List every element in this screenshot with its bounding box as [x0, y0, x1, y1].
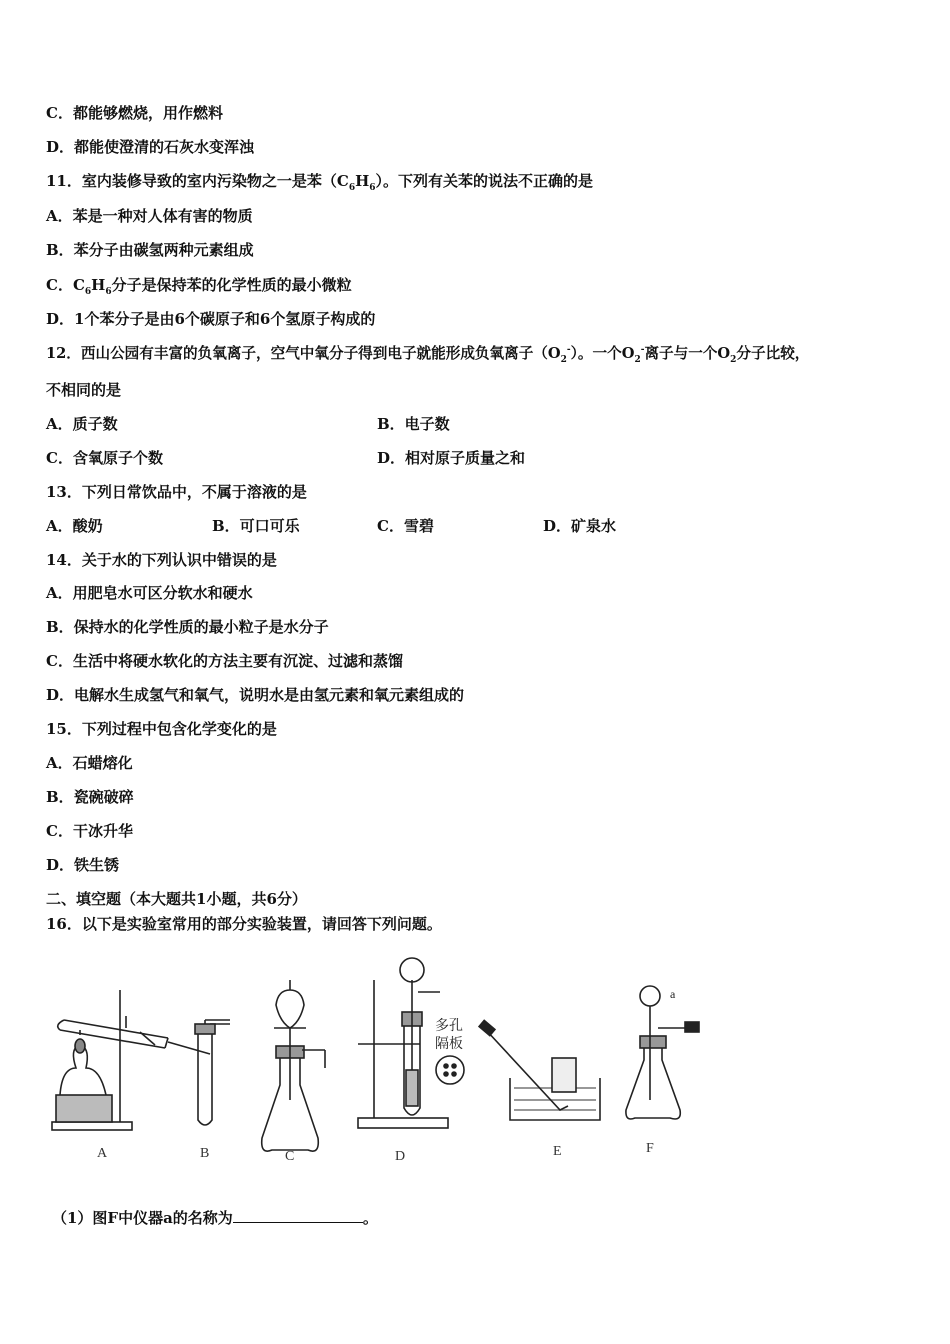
- q13-option-b: B．可口可乐: [212, 517, 300, 535]
- q14-option-c: C．生活中将硬水软化的方法主要有沉淀、过滤和蒸馏: [46, 652, 403, 670]
- section-heading: 二、填空题（本大题共1小题，共6分）: [46, 890, 307, 908]
- d-note-line1: 多孔: [435, 1018, 463, 1034]
- q10-option-d: D．都能使澄清的石灰水变浑浊: [46, 138, 255, 156]
- q12-option-d: D．相对原子质量之和: [377, 449, 526, 467]
- label-d: D: [395, 1149, 406, 1164]
- q13-option-c: C．雪碧: [377, 517, 434, 535]
- q16-sub1: （1）图F中仪器a的名称为 。: [52, 1209, 378, 1227]
- q15-stem: 15．下列过程中包含化学变化的是: [46, 720, 277, 738]
- q13-option-d: D．矿泉水: [543, 517, 617, 535]
- q11-option-a: A．苯是一种对人体有害的物质: [46, 207, 253, 225]
- q14-option-b: B．保持水的化学性质的最小粒子是水分子: [46, 618, 329, 636]
- q14-stem: 14．关于水的下列认识中错误的是: [46, 551, 277, 569]
- label-e: E: [553, 1144, 562, 1159]
- q12-option-c: C．含氧原子个数: [46, 449, 163, 467]
- apparatus-a: [52, 990, 210, 1130]
- q15-option-c: C．干冰升华: [46, 822, 133, 840]
- q11-option-d: D．1个苯分子是由6个碳原子和6个氢原子构成的: [46, 310, 376, 328]
- label-a: A: [97, 1146, 108, 1161]
- apparatus-b: [195, 1020, 230, 1125]
- q11-option-c: C．$C_6H_6$分子是保持苯的化学性质的最小微粒: [46, 276, 352, 297]
- apparatus-c: [262, 980, 325, 1151]
- q11-option-b: B．苯分子由碳氢两种元素组成: [46, 241, 254, 259]
- q12-stem-line2: 不相同的是: [46, 381, 122, 399]
- apparatus-figure: [40, 950, 720, 1170]
- q13-stem: 13．下列日常饮品中，不属于溶液的是: [46, 483, 307, 501]
- q15-option-a: A．石蜡熔化: [46, 754, 133, 772]
- answer-blank[interactable]: [233, 1208, 363, 1223]
- apparatus-e: [479, 1020, 600, 1120]
- q11-stem: 11．室内装修导致的室内污染物之一是苯$(C_6H_6)$。下列有关苯的说法不正确的是: [46, 172, 594, 193]
- label-b: B: [200, 1146, 210, 1161]
- q12-option-b: B．电子数: [377, 415, 450, 433]
- q12-option-a: A．质子数: [46, 415, 118, 433]
- q14-option-a: A．用肥皂水可区分软水和硬水: [46, 584, 253, 602]
- f-mark-a: a: [670, 987, 676, 1001]
- label-f: F: [646, 1141, 654, 1156]
- q10-option-c: C．都能够燃烧，用作燃料: [46, 104, 223, 122]
- q13-option-a: A．酸奶: [46, 517, 103, 535]
- q16-stem: 16．以下是实验室常用的部分实验装置，请回答下列问题。: [46, 915, 442, 933]
- apparatus-f: [626, 986, 699, 1119]
- q12-stem: 12．西山公园有丰富的负氧离子，空气中氧分子得到电子就能形成负氧离子$(O_2^-)$。一个$O_2^-$离子与一个$O_2$分子比较，: [46, 345, 810, 365]
- d-note-line2: 隔板: [435, 1036, 463, 1052]
- q15-option-d: D．铁生锈: [46, 856, 120, 874]
- q14-option-d: D．电解水生成氢气和氧气，说明水是由氢元素和氧元素组成的: [46, 686, 465, 704]
- label-c: C: [285, 1149, 295, 1164]
- q15-option-b: B．瓷碗破碎: [46, 788, 134, 806]
